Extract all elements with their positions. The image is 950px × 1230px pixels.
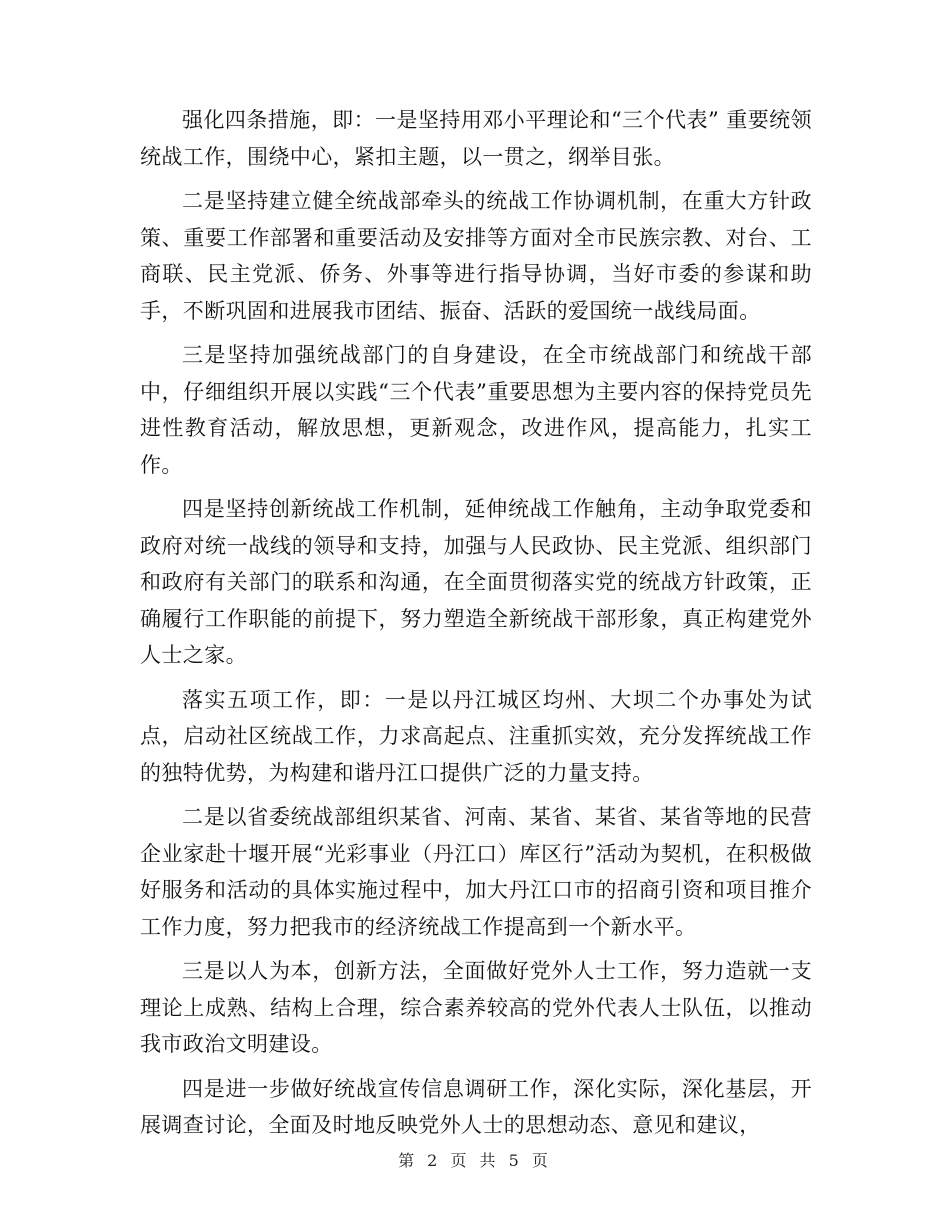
paragraph-6: 二是以省委统战部组织某省、河南、某省、某省、某省等地的民营企业家赴十堰开展“光彩事业（丹江口）库区行”活动为契机，在积极做好服务和活动的具体实施过程中，加大丹江口市的招商引资和项目推介工作力度，努力把我市的经济统战工作提高到一个新水平。 — [140, 805, 812, 939]
document-body — [140, 102, 812, 1152]
paragraph-3: 三是坚持加强统战部门的自身建设，在全市统战部门和统战干部中，仔细组织开展以实践“三个代表”重要思想为主要内容的保持党员先进性教育活动，解放思想，更新观念，改进作风，提高能力，扎实工作。 — [140, 343, 812, 477]
paragraph-8: 四是进一步做好统战宣传信息调研工作，深化实际，深化基层，开展调查讨论，全面及时地反映党外人士的思想动态、意见和建议， — [140, 1076, 812, 1137]
page-number-footer: 第 2 页 共 5 页 — [398, 1151, 552, 1170]
paragraph-4: 四是坚持创新统战工作机制，延伸统战工作触角，主动争取党委和政府对统一战线的领导和支持，加强与人民政协、民主党派、组织部门和政府有关部门的联系和沟通，在全面贯彻落实党的统战方针政策，正确履行工作职能的前提下，努力塑造全新统战干部形象，真正构建党外人士之家。 — [140, 497, 812, 667]
paragraph-5: 落实五项工作，即：一是以丹江城区均州、大坝二个办事处为试点，启动社区统战工作，力求高起点、注重抓实效，充分发挥统战工作的独特优势，为构建和谐丹江口提供广泛的力量支持。 — [140, 687, 812, 785]
paragraph-7: 三是以人为本，创新方法，全面做好党外人士工作，努力造就一支理论上成熟、结构上合理，综合素养较高的党外代表人士队伍，以推动我市政治文明建设。 — [140, 959, 812, 1056]
paragraph-2: 二是坚持建立健全统战部牵头的统战工作协调机制，在重大方针政策、重要工作部署和重要活动及安排等方面对全市民族宗教、对台、工商联、民主党派、侨务、外事等进行指导协调，当好市委的参谋和助手，不断巩固和进展我市团结、振奋、活跃的爱国统一战线局面。 — [140, 189, 812, 323]
paragraph-1: 强化四条措施，即：一是坚持用邓小平理论和“三个代表” 重要统领统战工作，围绕中心，紧扣主题，以一贯之，纲举目张。 — [140, 108, 812, 169]
